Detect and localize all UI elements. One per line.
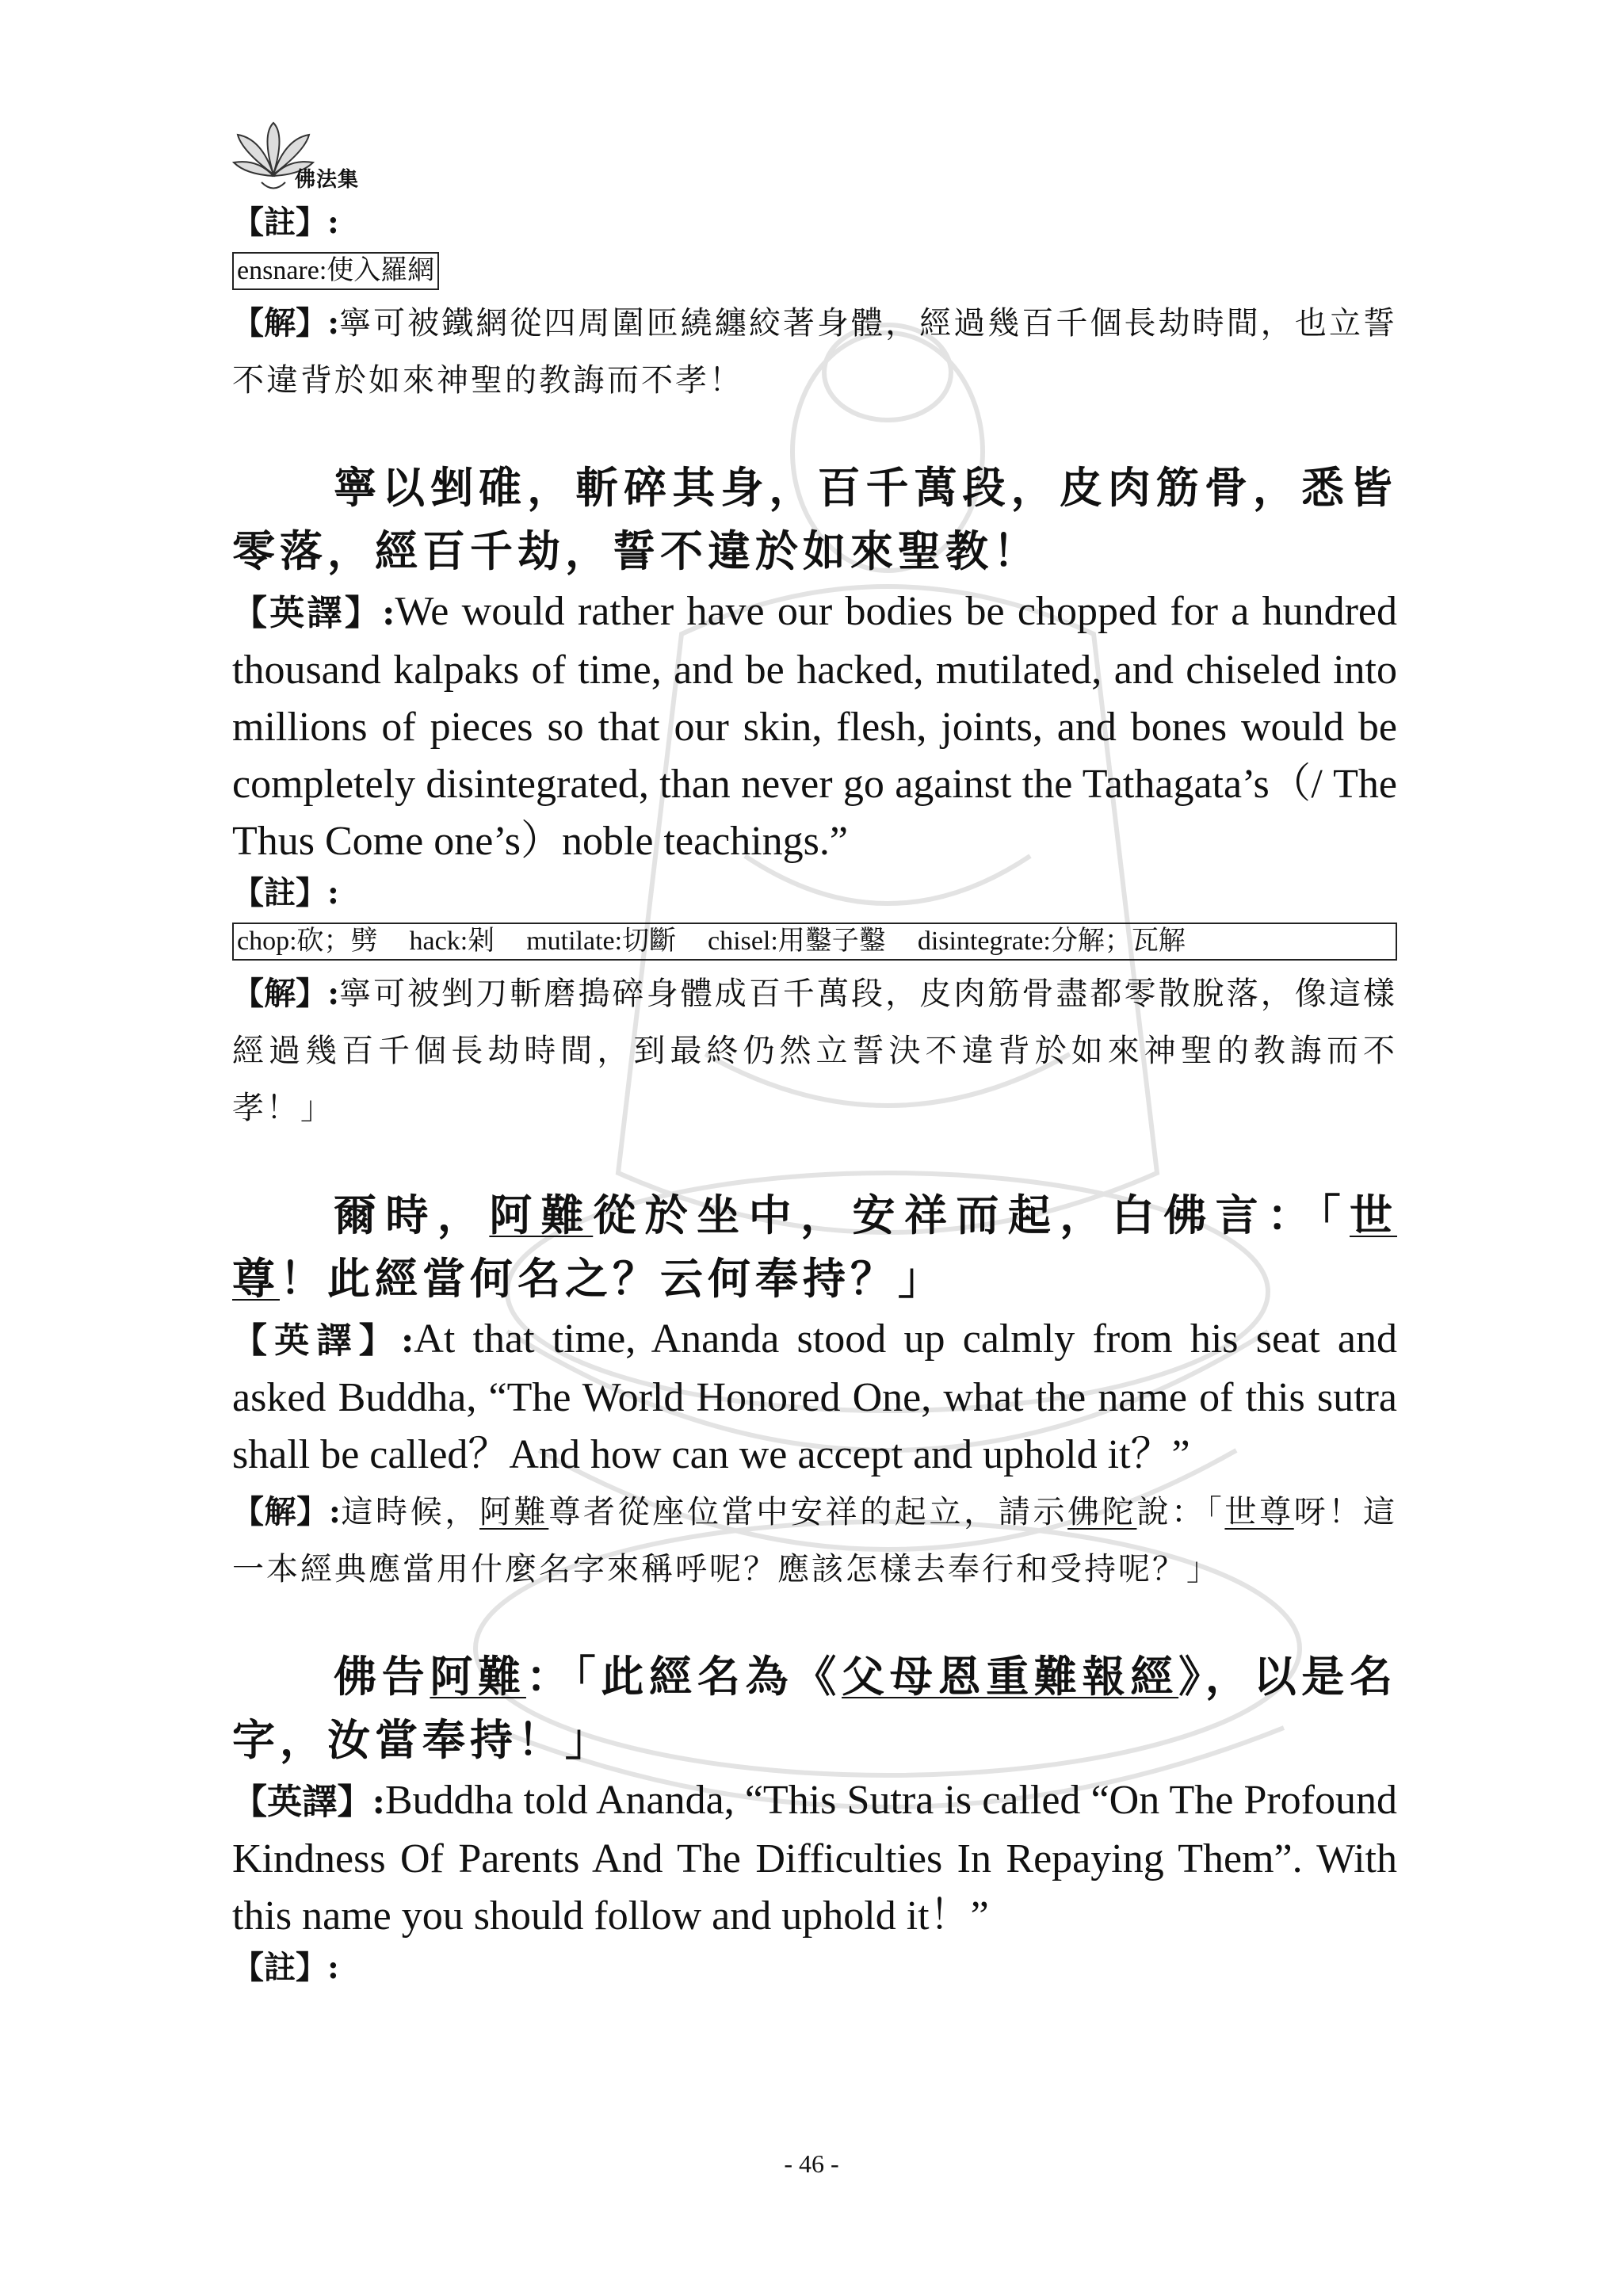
- vocab-term: disintegrate:分解；瓦解: [917, 926, 1186, 956]
- vocabulary-box: [232, 252, 439, 290]
- note-heading: 【註】:: [232, 874, 339, 911]
- explanation-paragraph: 【解】:這時候，阿難尊者從座位當中安祥的起立，請示佛陀說：「世尊呀！這一本經典應當用什麼名字來稱呼呢？應該怎樣去奉行和受持呢？」: [232, 1493, 1398, 1587]
- book-title: 佛法集: [295, 168, 360, 192]
- english-translation: 【英譯】:We would rather have our bodies be chopped for a hundred thousand kalpaks of time, and be hacked, mutilated, and chiseled into millions of pieces so that our skin, flesh, joints, and bones would be completely disintegrated, than never go against the Tathagata’s（/ The Thus Come one’s）noble teachings.”: [232, 589, 1398, 864]
- vocab-term: chop:砍；劈: [237, 926, 378, 956]
- name-world-honored: 世尊: [232, 1190, 1398, 1304]
- page-number: - 46 -: [784, 2149, 839, 2178]
- english-translation: 【英譯】:Buddha told Ananda, “This Sutra is called “On The Profound Kindness Of Parents And The Difficulties In Repaying Them”. With this name you should follow and uphold it！”: [232, 1778, 1397, 1939]
- sutra-verse: 佛告阿難：「此經名為《父母恩重難報經》，以是名字，汝當奉持！」: [232, 1652, 1398, 1765]
- note-heading: 【註】:: [232, 204, 339, 241]
- sutra-verse: 爾時，阿難從於坐中，安祥而起，白佛言：「世尊！此經當何名之？云何奉持？」: [232, 1190, 1398, 1304]
- name-ananda: 阿難: [479, 1494, 549, 1530]
- name-ananda: 阿難: [430, 1652, 526, 1702]
- vocab-term: ensnare:使入羅網: [237, 256, 435, 285]
- vocabulary-box: [232, 923, 1397, 961]
- page-content: [232, 200, 1397, 1997]
- vocab-term: chisel:用鑿子鑿: [708, 926, 886, 956]
- english-translation: 【英譯】:At that time, Ananda stood up calmly from his seat and asked Buddha, “The World Honored One, what the name of this sutra shall be called？And how can we accept and uphold it？”: [232, 1316, 1397, 1477]
- vocab-term: hack:剁: [409, 926, 495, 956]
- name-world-honored: 世尊: [1224, 1494, 1294, 1530]
- vocab-term: mutilate:切斷: [526, 926, 677, 956]
- explanation-paragraph: 【解】:寧可被剉刀斬磨搗碎身體成百千萬段，皮肉筋骨盡都零散脫落，像這樣經過幾百千個長劫時間，到最終仍然立誓決不違背於如來神聖的教誨而不孝！」: [232, 975, 1398, 1126]
- name-buddha: 佛陀: [1067, 1494, 1137, 1530]
- note-heading: 【註】:: [232, 1949, 339, 1986]
- name-ananda: 阿難: [489, 1190, 594, 1240]
- sutra-title: 父母恩重難報經: [842, 1652, 1179, 1702]
- page-header: [230, 119, 436, 206]
- sutra-verse: 寧以剉碓，斬碎其身，百千萬段，皮肉筋骨，悉皆零落，經百千劫，誓不違於如來聖教！: [232, 463, 1397, 576]
- explanation-paragraph: 【解】:寧可被鐵網從四周圍匝繞纏絞著身體，經過幾百千個長劫時間，也立誓不違背於如來神聖的教誨而不孝！: [232, 304, 1398, 399]
